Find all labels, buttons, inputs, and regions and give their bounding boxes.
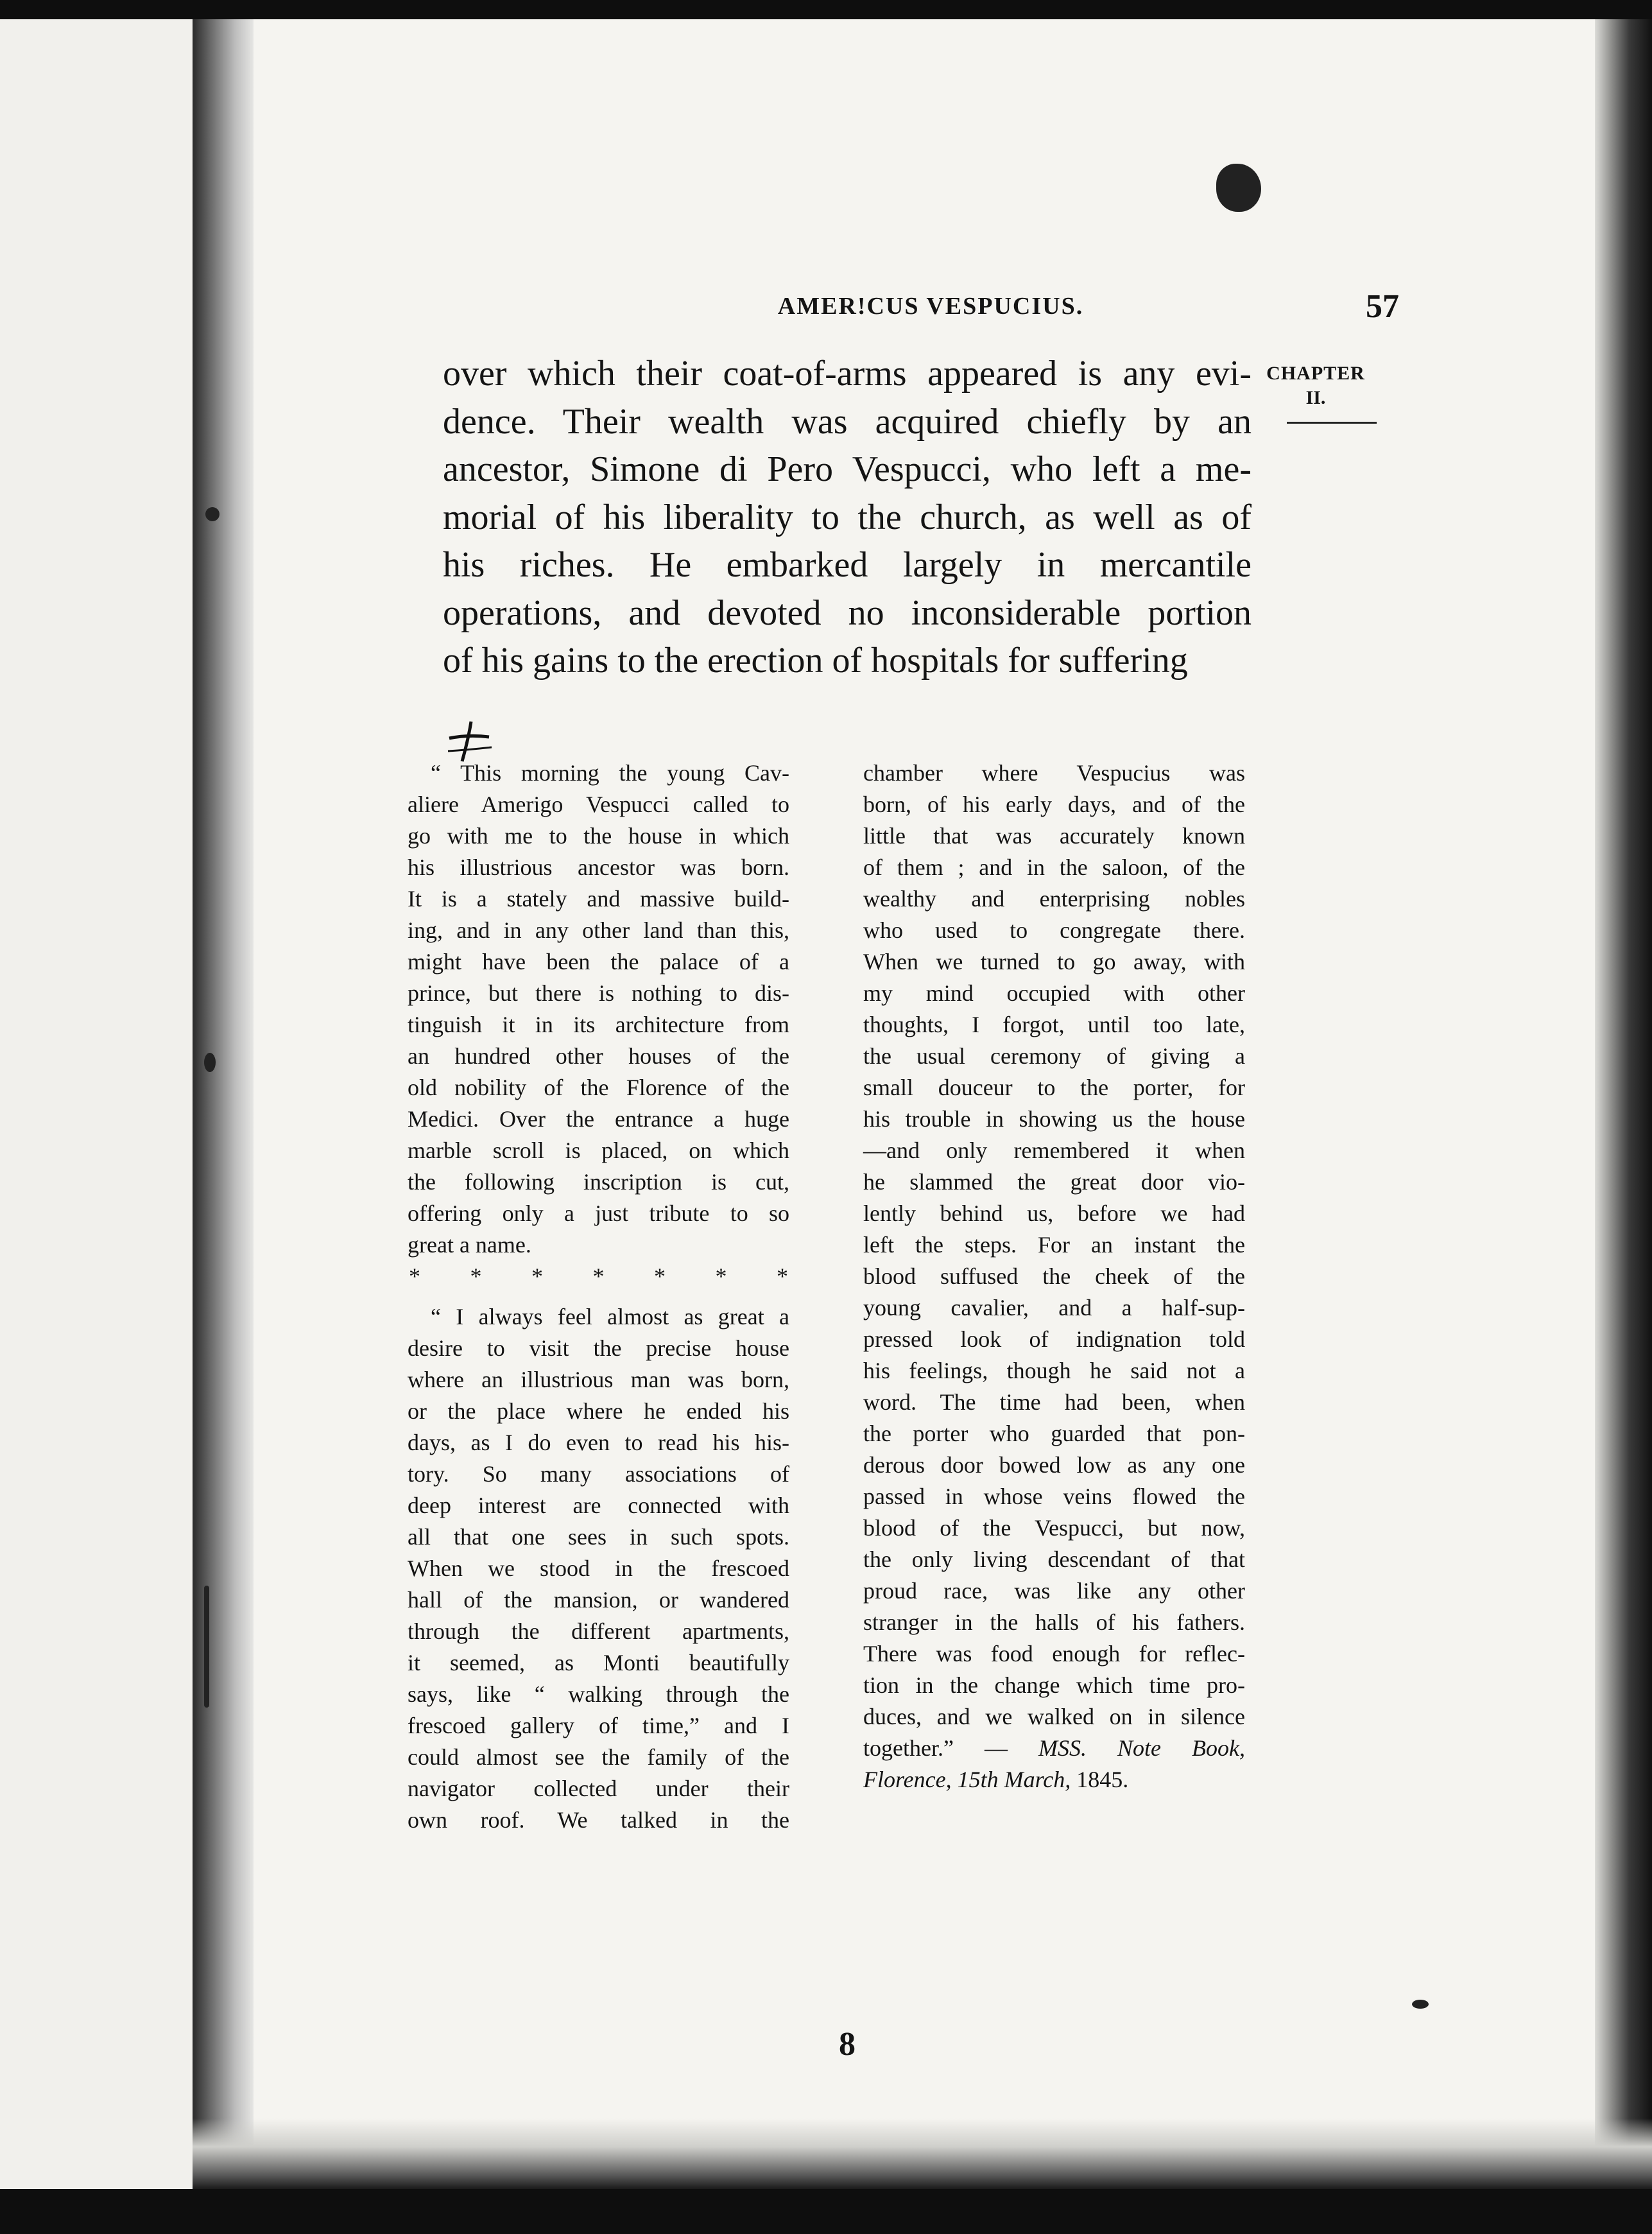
note-line: It is a stately and massive build- (408, 886, 789, 912)
main-line: over which their coat-of-arms appeared is any evi- (443, 354, 1252, 394)
ink-blot (1216, 164, 1261, 212)
note-line: lently behind us, before we had (863, 1200, 1245, 1226)
note-line: left the steps. For an instant the (863, 1232, 1245, 1258)
asterisk-divider (408, 1261, 789, 1292)
facing-page-edge (0, 19, 193, 2189)
note-line: thoughts, I forgot, until too late, (863, 1012, 1245, 1037)
note-line: —and only remembered it when (863, 1138, 1245, 1163)
note-line: tion in the change which time pro- (863, 1672, 1245, 1698)
note-line: desire to visit the precise house (408, 1335, 789, 1361)
main-text (443, 350, 1252, 685)
citation-place: Florence, (863, 1767, 952, 1792)
note-line: chamber where Vespucius was (863, 760, 1245, 786)
note-line: of them ; and in the saloon, of the (863, 854, 1245, 880)
asterisk: * (531, 1263, 543, 1289)
note-line: duces, and we walked on in silence (863, 1704, 1245, 1729)
chapter-label: CHAPTER (1266, 363, 1365, 384)
asterisk: * (592, 1263, 605, 1289)
footnote-left-column (408, 758, 789, 1836)
main-line: morial of his liberality to the church, as well as of (443, 497, 1252, 537)
note-line: Medici. Over the entrance a huge (408, 1106, 789, 1132)
note-line: aliere Amerigo Vespucci called to (408, 792, 789, 817)
main-line: his riches. He embarked largely in mercantile (443, 545, 1252, 585)
note-line-citation (863, 1733, 1245, 1764)
note-line: it seemed, as Monti beautifully (408, 1650, 789, 1676)
main-line: dence. Their wealth was acquired chiefly by an (443, 401, 1252, 442)
edge-mark (204, 1053, 216, 1072)
note-line: the only living descendant of that (863, 1546, 1245, 1572)
page-edge-shadow (1595, 19, 1652, 2189)
chapter-marginal (1261, 363, 1370, 409)
note-line: or the place where he ended his (408, 1398, 789, 1424)
note-line: great a name. (408, 1232, 531, 1258)
note-line: own roof. We talked in the (408, 1807, 789, 1833)
note-line: an hundred other houses of the (408, 1043, 789, 1069)
note-line: offering only a just tribute to so (408, 1200, 789, 1226)
note-line-citation-date (863, 1764, 1245, 1796)
note-line: days, as I do even to read his his- (408, 1430, 789, 1455)
citation-date: 15th March, (951, 1767, 1071, 1792)
note-line: his illustrious ancestor was born. (408, 854, 789, 880)
note-line: marble scroll is placed, on which (408, 1138, 789, 1163)
note-line: deep interest are connected with (408, 1493, 789, 1518)
citation-source: MSS. Note Book, (1038, 1735, 1245, 1761)
edge-mark (1412, 2000, 1429, 2009)
note-line: “ I always feel almost as great a (431, 1304, 789, 1329)
asterisk: * (470, 1263, 482, 1289)
note-line: “ This morning the young Cav- (431, 760, 789, 786)
note-line: he slammed the great door vio- (863, 1169, 1245, 1195)
note-line: When we turned to go away, with (863, 949, 1245, 974)
note-line: stranger in the halls of his fathers. (863, 1609, 1245, 1635)
note-line: hall of the mansion, or wandered (408, 1587, 789, 1613)
note-line: pressed look of indignation told (863, 1326, 1245, 1352)
note-line: derous door bowed low as any one (863, 1452, 1245, 1478)
note-line: proud race, was like any other (863, 1578, 1245, 1604)
note-line: passed in whose veins flowed the (863, 1484, 1245, 1509)
note-line: his trouble in showing us the house (863, 1106, 1245, 1132)
asterisk: * (654, 1263, 666, 1289)
main-line: ancestor, Simone di Pero Vespucci, who left a me- (443, 449, 1252, 489)
page-bottom-shadow (193, 2118, 1652, 2189)
note-line: tory. So many associations of (408, 1461, 789, 1487)
note-line: ing, and in any other land than this, (408, 917, 789, 943)
note-line: could almost see the family of the (408, 1744, 789, 1770)
chapter-rule (1287, 422, 1377, 424)
asterisk: * (409, 1263, 420, 1289)
note-line: might have been the palace of a (408, 949, 789, 974)
citation-year: 1845. (1071, 1767, 1129, 1792)
note-line: where an illustrious man was born, (408, 1367, 789, 1392)
note-line: wealthy and enterprising nobles (863, 886, 1245, 912)
note-line: frescoed gallery of time,” and I (408, 1713, 789, 1738)
page-number: 57 (1366, 288, 1399, 325)
note-line: the following inscription is cut, (408, 1169, 789, 1195)
note-line: prince, but there is nothing to dis- (408, 980, 789, 1006)
note-line: his feelings, though he said not a (863, 1358, 1245, 1383)
running-head: AMER!CUS VESPUCIUS. (777, 293, 1084, 320)
note-line: When we stood in the frescoed (408, 1555, 789, 1581)
main-line: of his gains to the erection of hospitals for suffering (443, 641, 1188, 680)
note-line: navigator collected under their (408, 1776, 789, 1801)
note-line: There was food enough for reflec- (863, 1641, 1245, 1667)
note-line: my mind occupied with other (863, 980, 1245, 1006)
note-line: old nobility of the Florence of the (408, 1075, 789, 1100)
chapter-number: II. (1305, 387, 1326, 408)
note-line: born, of his early days, and of the (863, 792, 1245, 817)
note-line: little that was accurately known (863, 823, 1245, 849)
note-line: go with me to the house in which (408, 823, 789, 849)
citation-lead: together.” — (863, 1735, 1038, 1761)
note-line: the usual ceremony of giving a (863, 1043, 1245, 1069)
asterisk: * (777, 1263, 788, 1289)
edge-mark (204, 1586, 209, 1708)
book-binding (193, 19, 254, 2189)
note-line: blood of the Vespucci, but now, (863, 1515, 1245, 1541)
note-line: through the different apartments, (408, 1618, 789, 1644)
asterisk: * (715, 1263, 727, 1289)
note-line: blood suffused the cheek of the (863, 1263, 1245, 1289)
note-line: all that one sees in such spots. (408, 1524, 789, 1550)
signature-mark: 8 (839, 2026, 856, 2063)
note-line: the porter who guarded that pon- (863, 1421, 1245, 1446)
main-line: operations, and devoted no inconsiderable portion (443, 593, 1252, 633)
note-line: tinguish it in its architecture from (408, 1012, 789, 1037)
note-line: small douceur to the porter, for (863, 1075, 1245, 1100)
edge-mark (205, 507, 219, 521)
note-line: who used to congregate there. (863, 917, 1245, 943)
footnote-right-column (863, 758, 1245, 1796)
note-line: says, like “ walking through the (408, 1681, 789, 1707)
note-line: word. The time had been, when (863, 1389, 1245, 1415)
note-line: young cavalier, and a half-sup- (863, 1295, 1245, 1320)
